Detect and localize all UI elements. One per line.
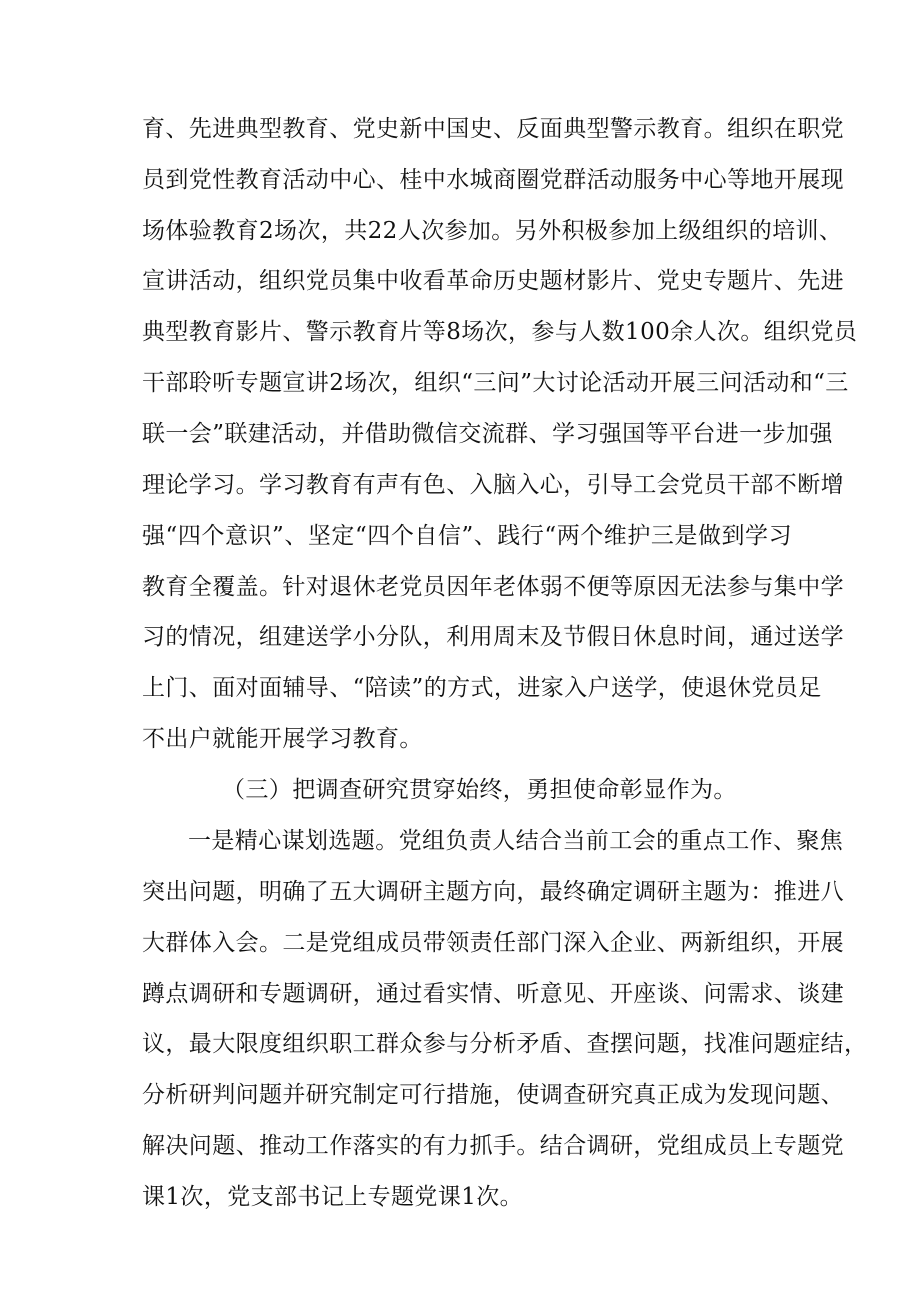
text-line: 强“四个意识”、坚定“四个自信”、践行“两个维护三是做到学习 xyxy=(142,523,792,549)
text-line: 教育全覆盖。针对退休老党员因年老体弱不便等原因无法参与集中学 xyxy=(142,574,844,600)
text-line: 解决问题、推动工作落实的有力抓手。结合调研，党组成员上专题党 xyxy=(142,1133,844,1159)
text-line: 员到党性教育活动中心、桂中水城商圈党群活动服务中心等地开展现 xyxy=(142,167,844,193)
text-line: 大群体入会。二是党组成员带领责任部门深入企业、两新组织，开展 xyxy=(142,930,844,956)
text-line: 不出户就能开展学习教育。 xyxy=(142,726,423,752)
text-line: 典型教育影片、警示教育片等8场次，参与人数100余人次。组织党员 xyxy=(142,319,858,345)
text-line: 分析研判问题并研究制定可行措施，使调查研究真正成为发现问题、 xyxy=(142,1082,844,1108)
text-line: 场体验教育2场次，共22人次参加。另外积极参加上级组织的培训、 xyxy=(142,218,843,244)
text-line: 育、先进典型教育、党史新中国史、反面典型警示教育。组织在职党 xyxy=(142,116,844,142)
text-line: 议，最大限度组织职工群众参与分析矛盾、查摆问题，找准问题症结， xyxy=(142,1031,868,1057)
text-line: 一是精心谋划选题。党组负责人结合当前工会的重点工作、聚焦 xyxy=(188,828,844,854)
text-line: 习的情况，组建送学小分队，利用周末及节假日休息时间，通过送学 xyxy=(142,624,844,650)
text-line: 干部聆听专题宣讲2场次，组织“三问”大讨论活动开展三问活动和“三 xyxy=(142,370,849,396)
text-line: 蹲点调研和专题调研，通过看实情、听意见、开座谈、问需求、谈建 xyxy=(142,981,844,1007)
text-line: 突出问题，明确了五大调研主题方向，最终确定调研主题为：推进八 xyxy=(142,879,844,905)
text-line: 宣讲活动，组织党员集中收看革命历史题材影片、党史专题片、先进 xyxy=(142,268,844,294)
text-line: 理论学习。学习教育有声有色、入脑入心，引导工会党员干部不断增 xyxy=(142,472,844,498)
text-line: 上门、面对面辅导、“陪读”的方式，进家入户送学，使退休党员足 xyxy=(142,675,822,701)
text-line: 课1次，党支部书记上专题党课1次。 xyxy=(142,1184,524,1210)
section-heading: （三）把调查研究贯穿始终，勇担使命彰显作为。 xyxy=(222,777,737,803)
text-line: 联一会”联建活动，并借助微信交流群、学习强国等平台进一步加强 xyxy=(142,421,833,447)
